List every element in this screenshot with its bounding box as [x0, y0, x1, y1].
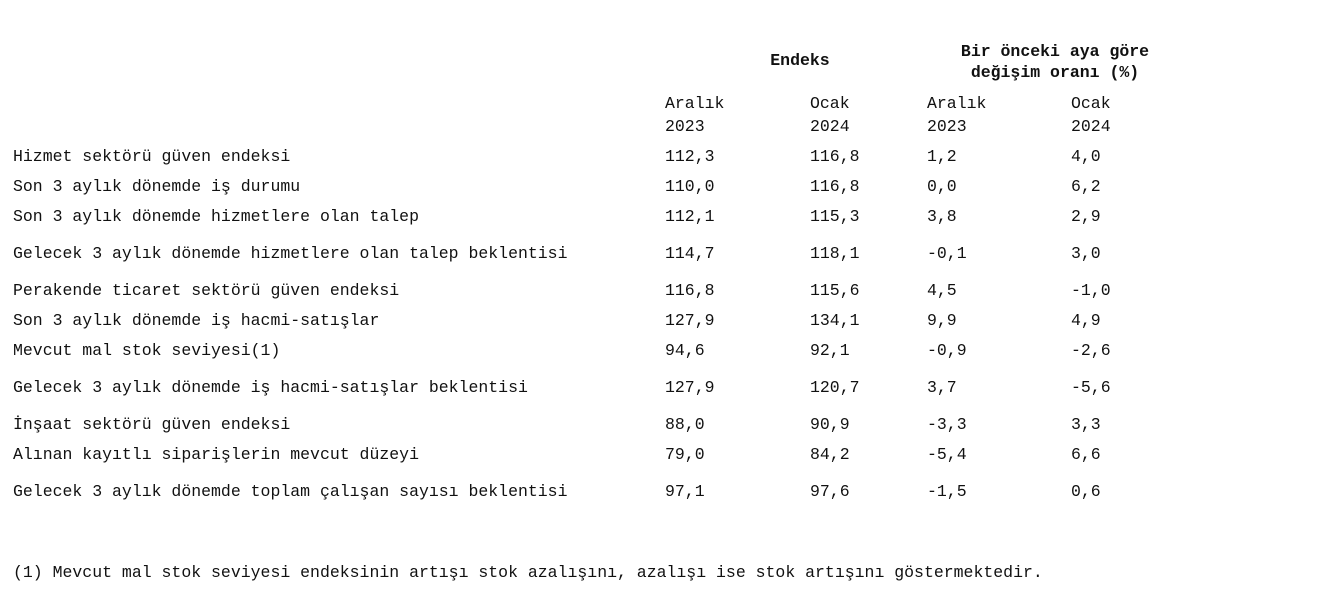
row-label: Gelecek 3 aylık dönemde iş hacmi-satışlar beklentisi [13, 378, 528, 397]
value-endeks-aralik-2023: 112,1 [665, 207, 715, 226]
table-row [0, 366, 1330, 410]
value-endeks-ocak-2024: 118,1 [810, 244, 860, 263]
value-change-aralik-2023: 1,2 [927, 147, 957, 166]
value-endeks-aralik-2023: 79,0 [665, 445, 705, 464]
value-endeks-ocak-2024: 115,3 [810, 207, 860, 226]
value-change-aralik-2023: 3,8 [927, 207, 957, 226]
value-endeks-aralik-2023: 127,9 [665, 311, 715, 330]
subheader-month: Aralık [665, 94, 725, 113]
value-change-ocak-2024: 3,0 [1071, 244, 1101, 263]
table-row [0, 142, 1330, 172]
subheader-year: 2024 [1071, 117, 1111, 136]
row-label: Gelecek 3 aylık dönemde toplam çalışan sayısı beklentisi [13, 482, 568, 501]
value-endeks-aralik-2023: 110,0 [665, 177, 715, 196]
subheader-month: Aralık [927, 94, 987, 113]
subheader-col-1 [665, 92, 724, 138]
value-change-ocak-2024: -1,0 [1071, 281, 1111, 300]
value-change-ocak-2024: -5,6 [1071, 378, 1111, 397]
row-label: Gelecek 3 aylık dönemde hizmetlere olan talep beklentisi [13, 244, 568, 263]
subheader-year: 2023 [665, 117, 705, 136]
subheader-month: Ocak [1071, 94, 1111, 113]
table-row [0, 202, 1330, 232]
subheader-col-3 [927, 92, 986, 138]
value-endeks-ocak-2024: 97,6 [810, 482, 850, 501]
value-change-aralik-2023: 9,9 [927, 311, 957, 330]
header-monthly-change-line2: değişim oranı (%) [970, 63, 1140, 82]
table-row [0, 172, 1330, 202]
value-endeks-aralik-2023: 112,3 [665, 147, 715, 166]
row-label: Son 3 aylık dönemde iş durumu [13, 177, 301, 196]
value-change-ocak-2024: 0,6 [1071, 482, 1101, 501]
value-change-ocak-2024: 3,3 [1071, 415, 1101, 434]
value-change-ocak-2024: 4,9 [1071, 311, 1101, 330]
value-endeks-ocak-2024: 115,6 [810, 281, 860, 300]
table-row [0, 276, 1330, 306]
table-row [0, 470, 1330, 514]
value-change-ocak-2024: 2,9 [1071, 207, 1101, 226]
value-change-ocak-2024: 6,2 [1071, 177, 1101, 196]
value-change-aralik-2023: -0,1 [927, 244, 967, 263]
table-row [0, 306, 1330, 336]
value-endeks-aralik-2023: 88,0 [665, 415, 705, 434]
value-change-ocak-2024: -2,6 [1071, 341, 1111, 360]
value-change-aralik-2023: -0,9 [927, 341, 967, 360]
value-endeks-aralik-2023: 127,9 [665, 378, 715, 397]
row-label: Mevcut mal stok seviyesi(1) [13, 341, 281, 360]
header-endeks: Endeks [770, 51, 830, 70]
subheader-year: 2023 [927, 117, 967, 136]
value-change-aralik-2023: -1,5 [927, 482, 967, 501]
value-change-aralik-2023: 3,7 [927, 378, 957, 397]
value-endeks-aralik-2023: 114,7 [665, 244, 715, 263]
row-label: Perakende ticaret sektörü güven endeksi [13, 281, 400, 300]
value-change-aralik-2023: -3,3 [927, 415, 967, 434]
table-row [0, 440, 1330, 470]
value-change-aralik-2023: 4,5 [927, 281, 957, 300]
subheader-month: Ocak [810, 94, 850, 113]
value-endeks-ocak-2024: 90,9 [810, 415, 850, 434]
value-endeks-aralik-2023: 94,6 [665, 341, 705, 360]
subheader-col-4 [1071, 92, 1111, 138]
value-endeks-ocak-2024: 84,2 [810, 445, 850, 464]
subheader-col-2 [810, 92, 850, 138]
data-table [0, 142, 1330, 514]
header-monthly-change [900, 41, 1210, 83]
subheader-year: 2024 [810, 117, 850, 136]
value-endeks-ocak-2024: 134,1 [810, 311, 860, 330]
header-monthly-change-line1: Bir önceki aya göre [960, 42, 1150, 61]
table-row [0, 232, 1330, 276]
value-change-aralik-2023: 0,0 [927, 177, 957, 196]
row-label: İnşaat sektörü güven endeksi [13, 415, 291, 434]
value-endeks-ocak-2024: 92,1 [810, 341, 850, 360]
value-change-ocak-2024: 4,0 [1071, 147, 1101, 166]
row-label: Son 3 aylık dönemde hizmetlere olan talep [13, 207, 419, 226]
value-change-aralik-2023: -5,4 [927, 445, 967, 464]
value-endeks-ocak-2024: 116,8 [810, 147, 860, 166]
value-endeks-aralik-2023: 97,1 [665, 482, 705, 501]
table-row [0, 336, 1330, 366]
row-label: Alınan kayıtlı siparişlerin mevcut düzeyi [13, 445, 419, 464]
value-endeks-ocak-2024: 120,7 [810, 378, 860, 397]
footnote: (1) Mevcut mal stok seviyesi endeksinin artışı stok azalışını, azalışı ise stok artışını göstermektedir. [13, 563, 1043, 582]
row-label: Son 3 aylık dönemde iş hacmi-satışlar [13, 311, 380, 330]
value-endeks-aralik-2023: 116,8 [665, 281, 715, 300]
value-change-ocak-2024: 6,6 [1071, 445, 1101, 464]
value-endeks-ocak-2024: 116,8 [810, 177, 860, 196]
row-label: Hizmet sektörü güven endeksi [13, 147, 291, 166]
table-row [0, 410, 1330, 440]
